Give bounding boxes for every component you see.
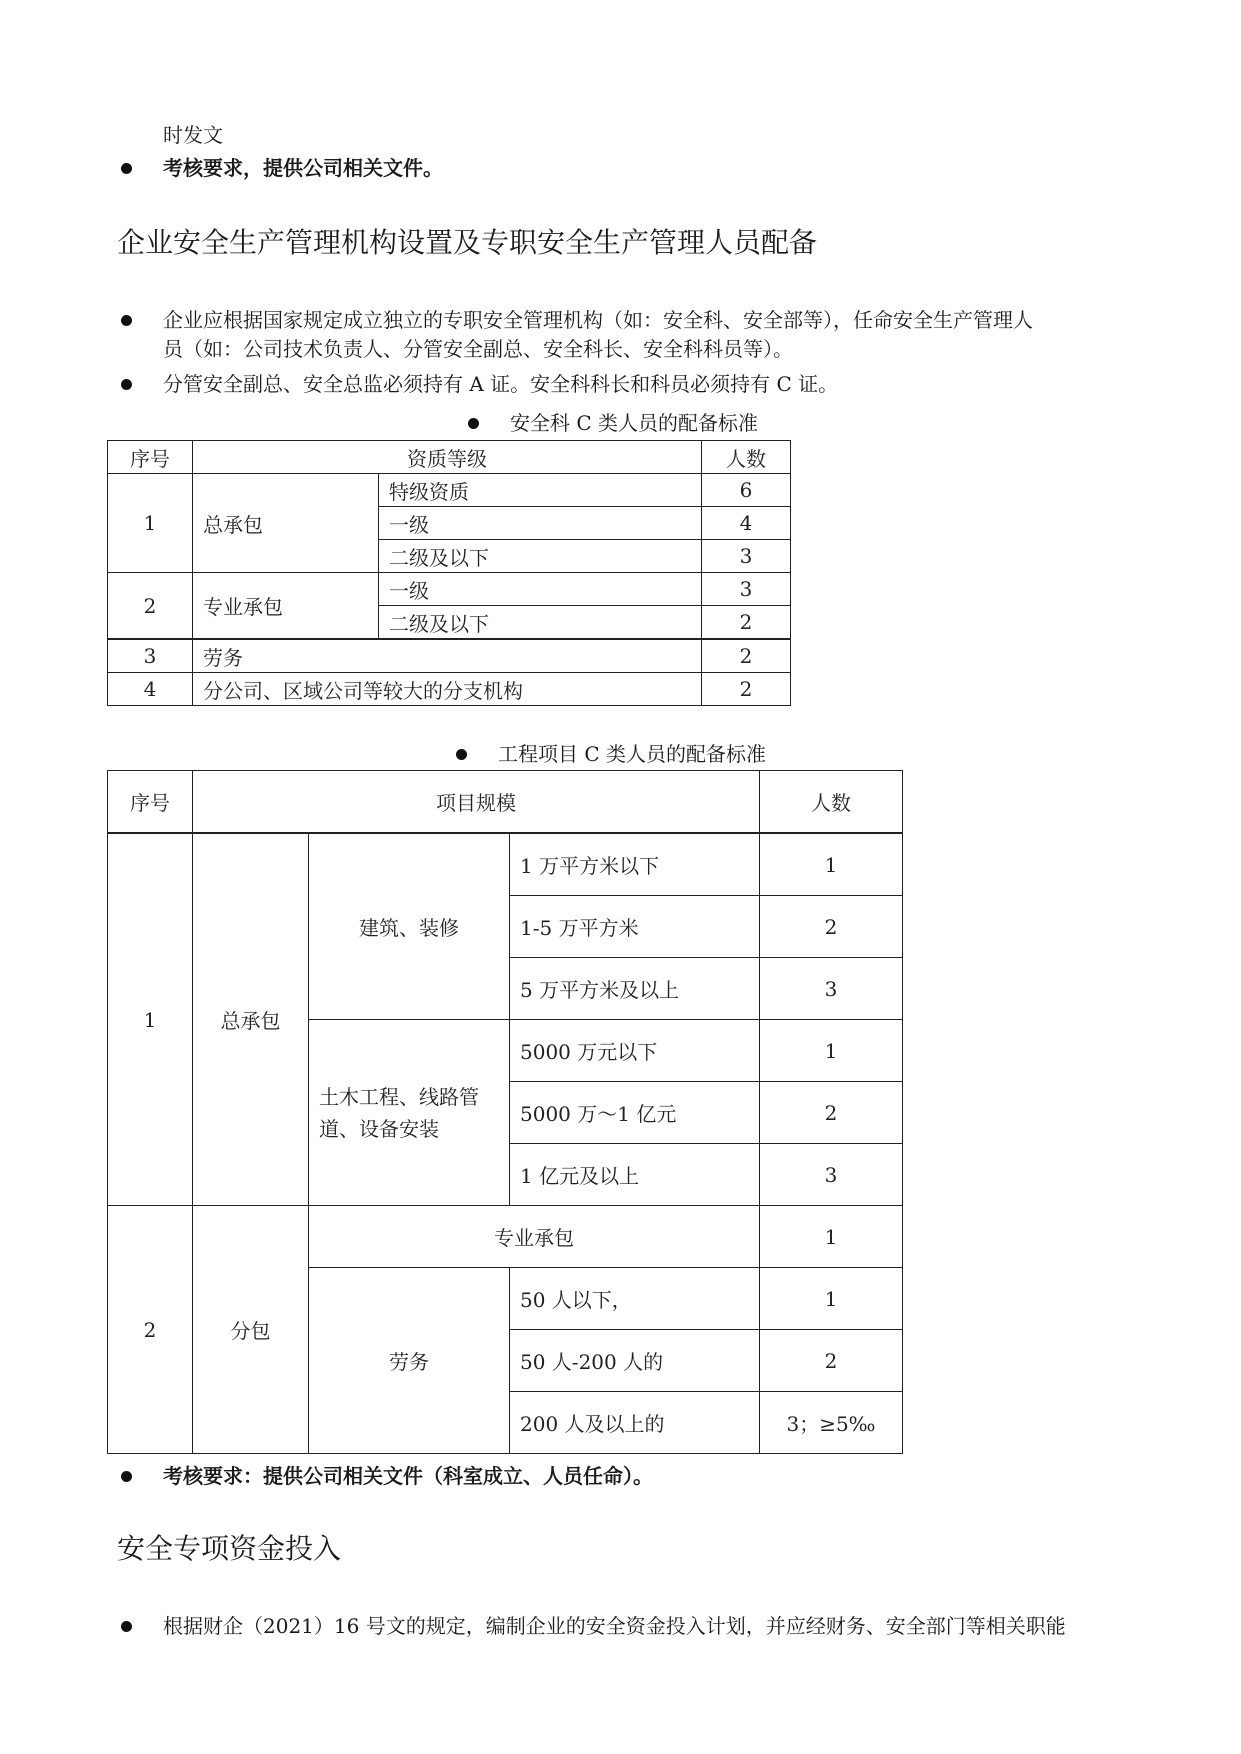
- project-category: 土木工程、线路管道、设备安装: [309, 1020, 510, 1206]
- section-heading: 企业安全生产管理机构设置及专职安全生产管理人员配备: [117, 226, 818, 259]
- bullet-text: 分管安全副总、安全总监必须持有 A 证。安全科科长和科员必须持有 C 证。: [163, 372, 839, 396]
- staff-count: 2: [760, 896, 903, 958]
- project-scale: 1 万平方米以下: [510, 833, 760, 896]
- staff-count: 6: [702, 474, 791, 507]
- bullet-icon: [121, 1471, 132, 1482]
- project-scale: 5000 万元以下: [510, 1020, 760, 1082]
- bullet-icon: [121, 315, 132, 326]
- staff-count: 2: [702, 606, 791, 640]
- continued-text: 时发文: [163, 123, 223, 147]
- staff-count: 2: [760, 1082, 903, 1144]
- row-number: 4: [108, 673, 193, 706]
- staffing-table-department: [107, 440, 791, 706]
- table-row: [108, 639, 791, 673]
- contract-type: 总承包: [193, 833, 309, 1206]
- bullet-text: 企业应根据国家规定成立独立的专职安全管理机构（如：安全科、安全部等），任命安全生产管理人: [163, 308, 1033, 332]
- table-caption: 工程项目 C 类人员的配备标准: [498, 742, 767, 766]
- table-row: [108, 573, 791, 606]
- qualification-grade: 二级及以下: [379, 540, 702, 573]
- qualification-grade: 一级: [379, 507, 702, 540]
- project-category: 专业承包: [309, 1206, 760, 1268]
- requirement-text: 考核要求，提供公司相关文件。: [163, 156, 443, 180]
- table-row: [108, 474, 791, 507]
- contract-type: 专业承包: [193, 573, 379, 640]
- row-number: 1: [108, 833, 193, 1206]
- project-scale: 1-5 万平方米: [510, 896, 760, 958]
- project-scale: 5 万平方米及以上: [510, 958, 760, 1020]
- bullet-icon: [121, 163, 132, 174]
- qualification-grade: 二级及以下: [379, 606, 702, 640]
- staff-count: 2: [702, 673, 791, 706]
- table-row: [108, 1206, 903, 1268]
- project-category: 劳务: [309, 1268, 510, 1454]
- staff-count: 1: [760, 1268, 903, 1330]
- staff-count: 3；≥5‰: [760, 1392, 903, 1454]
- table-caption: 安全科 C 类人员的配备标准: [510, 411, 759, 435]
- project-scale: 50 人以下，: [510, 1268, 760, 1330]
- project-scale: 200 人及以上的: [510, 1392, 760, 1454]
- table-header-row: [108, 441, 791, 474]
- bullet-text-continued: 员（如：公司技术负责人、分管安全副总、安全科长、安全科科员等）。: [163, 337, 793, 361]
- staff-count: 2: [760, 1330, 903, 1392]
- bullet-icon: [121, 379, 132, 390]
- bullet-icon: [468, 418, 479, 429]
- table-row: [108, 833, 903, 896]
- contract-type: 分公司、区域公司等较大的分支机构: [193, 673, 702, 706]
- header-cell: 序号: [108, 441, 193, 474]
- header-cell: 序号: [108, 771, 193, 834]
- header-cell: 资质等级: [193, 441, 702, 474]
- qualification-grade: 一级: [379, 573, 702, 606]
- staff-count: 1: [760, 1206, 903, 1268]
- project-scale: 5000 万～1 亿元: [510, 1082, 760, 1144]
- staff-count: 3: [702, 540, 791, 573]
- staffing-table-project: [107, 770, 903, 1454]
- project-category: 建筑、装修: [309, 833, 510, 1020]
- bullet-icon: [456, 749, 467, 760]
- qualification-grade: 特级资质: [379, 474, 702, 507]
- staff-count: 1: [760, 1020, 903, 1082]
- row-number: 1: [108, 474, 193, 573]
- table-header-row: [108, 771, 903, 834]
- row-number: 2: [108, 573, 193, 640]
- contract-type: 分包: [193, 1206, 309, 1454]
- row-number: 3: [108, 639, 193, 673]
- staff-count: 1: [760, 833, 903, 896]
- requirement-text: 考核要求：提供公司相关文件（科室成立、人员任命）。: [163, 1464, 653, 1488]
- section-heading: 安全专项资金投入: [117, 1532, 342, 1565]
- staff-count: 3: [760, 958, 903, 1020]
- staff-count: 3: [702, 573, 791, 606]
- staff-count: 2: [702, 639, 791, 673]
- staff-count: 3: [760, 1144, 903, 1206]
- table-row: [108, 673, 791, 706]
- project-scale: 50 人-200 人的: [510, 1330, 760, 1392]
- header-cell: 人数: [760, 771, 903, 834]
- row-number: 2: [108, 1206, 193, 1454]
- contract-type: 劳务: [193, 639, 702, 673]
- contract-type: 总承包: [193, 474, 379, 573]
- bullet-icon: [121, 1621, 132, 1632]
- header-cell: 人数: [702, 441, 791, 474]
- bullet-text: 根据财企（2021）16 号文的规定，编制企业的安全资金投入计划，并应经财务、安全部门等相关职能: [163, 1614, 1066, 1638]
- project-scale: 1 亿元及以上: [510, 1144, 760, 1206]
- staff-count: 4: [702, 507, 791, 540]
- header-cell: 项目规模: [193, 771, 760, 834]
